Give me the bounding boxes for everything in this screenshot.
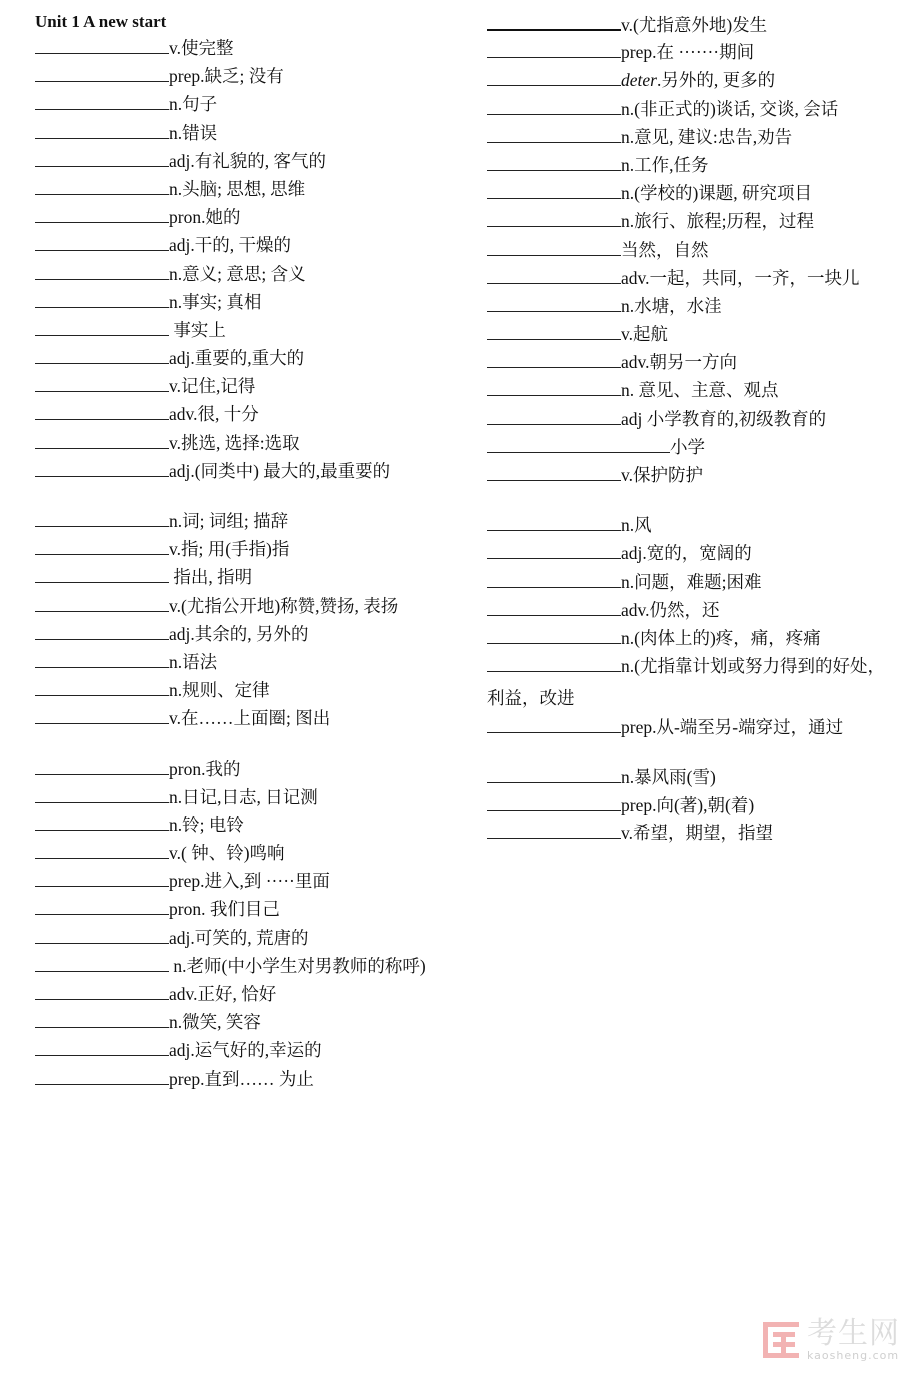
definition-text: n.工作,任务 (621, 154, 709, 175)
definition-text: adv.一起，共同，一齐，一块儿 (621, 267, 860, 288)
definition-text: prep.缺乏; 没有 (169, 66, 284, 87)
definition-text: adj.运气好的,幸运的 (169, 1040, 322, 1061)
vocab-row (487, 320, 917, 348)
vocab-row (35, 507, 475, 535)
vocab-row (487, 376, 917, 404)
vocab-row (35, 1008, 475, 1036)
answer-blank[interactable] (487, 376, 621, 396)
answer-blank[interactable] (487, 292, 621, 312)
definition-text: adj.干的, 干燥的 (169, 235, 292, 256)
answer-blank[interactable] (487, 405, 621, 425)
answer-blank[interactable] (35, 535, 169, 555)
vocab-row (487, 596, 917, 624)
vocab-row (35, 203, 475, 231)
definition-text: n.句子 (169, 94, 218, 115)
watermark-logo (761, 1318, 900, 1362)
answer-blank[interactable] (35, 175, 169, 195)
vocab-row (35, 260, 475, 288)
vocab-row (35, 755, 475, 783)
left-group-3 (35, 755, 475, 1093)
answer-blank[interactable] (35, 924, 169, 944)
spacer (487, 489, 917, 511)
vocab-row (35, 1065, 475, 1093)
definition-text: prep.在 ·······期间 (621, 42, 755, 63)
vocab-row (35, 895, 475, 923)
answer-blank[interactable] (487, 539, 621, 559)
part-of-speech-label: deter (621, 70, 657, 91)
answer-blank[interactable] (35, 372, 169, 392)
answer-blank[interactable] (35, 592, 169, 612)
vocab-row (35, 839, 475, 867)
right-group-3 (487, 763, 917, 848)
vocab-row (487, 207, 917, 235)
definition-text: v.希望，期望，指望 (621, 823, 773, 844)
definition-text: 指出, 指明 (169, 567, 253, 588)
answer-blank[interactable] (487, 10, 621, 31)
definition-text: 当然，自然 (621, 239, 709, 260)
vocab-row (35, 952, 475, 980)
answer-blank[interactable] (35, 867, 169, 887)
answer-blank[interactable] (487, 713, 621, 733)
definition-text: pron.她的 (169, 207, 241, 228)
vocab-row (487, 819, 917, 847)
answer-blank[interactable] (35, 457, 169, 477)
vocab-row (487, 624, 917, 652)
logo-mark-icon (761, 1320, 801, 1360)
vocab-row (487, 236, 917, 264)
answer-blank[interactable] (487, 207, 621, 227)
vocab-row (487, 511, 917, 539)
vocab-row (35, 704, 475, 732)
vocab-row (35, 563, 475, 591)
right-column (487, 10, 917, 847)
answer-blank[interactable] (35, 755, 169, 775)
vocab-row (35, 400, 475, 428)
answer-blank[interactable] (35, 147, 169, 167)
answer-blank[interactable] (35, 980, 169, 1000)
vocab-row (487, 264, 917, 292)
definition-text: n.风 (621, 515, 652, 536)
definition-text: n.词; 词组; 描辞 (169, 511, 289, 531)
definition-text: n.日记,日志, 日记测 (169, 786, 318, 807)
definition-text: .另外的, 更多的 (656, 70, 776, 91)
vocab-row (35, 924, 475, 952)
definition-text: adj.(同类中) 最大的,最重要的 (169, 460, 391, 481)
answer-blank[interactable] (487, 264, 621, 284)
definition-text: n.(尤指靠计划或努力得到的好处， (621, 656, 885, 677)
vocab-row (487, 791, 917, 819)
answer-blank[interactable] (35, 288, 169, 308)
vocab-row (487, 38, 917, 66)
definition-text: v.挑选, 选择:选取 (169, 432, 300, 453)
answer-blank[interactable] (487, 38, 621, 58)
vocab-row (35, 316, 475, 344)
definition-text: n.问题，难题;困难 (621, 571, 762, 592)
definition-text: prep.向(著),朝(着) (621, 794, 755, 815)
vocab-row (35, 980, 475, 1008)
answer-blank[interactable] (487, 511, 621, 531)
vocab-row (35, 372, 475, 400)
answer-blank[interactable] (35, 429, 169, 449)
answer-blank[interactable] (35, 231, 169, 251)
answer-blank[interactable] (487, 652, 621, 672)
answer-blank[interactable] (487, 461, 621, 481)
definition-text: adj.其余的, 另外的 (169, 623, 309, 644)
answer-blank[interactable] (487, 763, 621, 783)
definition-text: n.老师(中小学生对男教师的称呼) (169, 955, 426, 976)
vocab-row (35, 429, 475, 457)
definition-text: n.(肉体上的)疼，痛，疼痛 (621, 627, 821, 648)
page-title: Unit 1 A new start (35, 12, 167, 31)
vocab-row (487, 95, 917, 123)
definition-text: n.水塘，水洼 (621, 295, 722, 316)
definition-text: n.(学校的)课题, 研究项目 (621, 183, 813, 204)
definition-text: n. 意见、主意、观点 (621, 380, 779, 401)
vocab-row (35, 90, 475, 118)
left-group-1 (35, 34, 475, 485)
right-group-2b (487, 713, 917, 741)
definition-text: n.暴风雨(雪) (621, 766, 716, 787)
definition-text: adv.很, 十分 (169, 404, 259, 425)
answer-blank[interactable] (487, 66, 621, 86)
definition-text: n.铃; 电铃 (169, 814, 244, 835)
vocab-row (487, 179, 917, 207)
vocab-row (35, 344, 475, 372)
vocab-row (35, 592, 475, 620)
definition-text: n.错误 (169, 122, 218, 143)
vocab-row (35, 62, 475, 90)
definition-text: adj 小学教育的,初级教育的 (621, 408, 827, 429)
logo-subtext: kaosheng.com (807, 1349, 900, 1362)
definition-text: adj.重要的,重大的 (169, 348, 305, 369)
answer-blank[interactable] (35, 952, 169, 972)
definition-text: v.(尤指公开地)称赞,赞扬, 表扬 (169, 595, 399, 616)
definition-text: adj.宽的，宽阔的 (621, 543, 752, 564)
answer-blank[interactable] (35, 400, 169, 420)
definition-text: n.头脑; 思想, 思维 (169, 178, 306, 199)
vocab-row (487, 461, 917, 489)
answer-blank[interactable] (35, 895, 169, 915)
definition-text: n.意见, 建议:忠告,劝告 (621, 126, 793, 147)
vocab-row (487, 405, 917, 433)
definition-text: adj.可笑的, 荒唐的 (169, 927, 309, 948)
definition-text: prep.进入,到 ·····里面 (169, 871, 330, 892)
answer-blank[interactable] (35, 260, 169, 280)
definition-text: n.语法 (169, 651, 218, 672)
answer-blank[interactable] (35, 203, 169, 223)
definition-text: 事实上 (169, 319, 226, 340)
answer-blank[interactable] (35, 648, 169, 668)
answer-blank[interactable] (35, 34, 169, 54)
definition-text: v.(尤指意外地)发生 (621, 15, 768, 35)
definition-text: n.(非正式的)谈话, 交谈, 会话 (621, 98, 839, 119)
vocab-row (487, 652, 917, 680)
answer-blank[interactable] (35, 1036, 169, 1056)
vocab-row (487, 348, 917, 376)
answer-blank[interactable] (35, 811, 169, 831)
spacer (35, 733, 475, 755)
vocab-row (487, 123, 917, 151)
answer-blank[interactable] (35, 90, 169, 110)
definition-text: prep.直到…… 为止 (169, 1068, 314, 1089)
vocab-row (35, 231, 475, 259)
vocab-row (487, 568, 917, 596)
answer-blank[interactable] (35, 620, 169, 640)
definition-text: n.意义; 意思; 含义 (169, 263, 306, 284)
answer-blank[interactable] (35, 1008, 169, 1028)
right-group-2 (487, 511, 917, 680)
answer-blank[interactable] (487, 348, 621, 368)
definition-text: adv.朝另一方向 (621, 352, 738, 373)
answer-blank[interactable] (35, 507, 169, 527)
answer-blank[interactable] (487, 179, 621, 199)
answer-blank[interactable] (487, 568, 621, 588)
left-column (35, 10, 475, 1093)
vocab-row (35, 1036, 475, 1064)
vocab-row (35, 620, 475, 648)
definition-text: v.记住,记得 (169, 376, 256, 397)
definition-text: 小学 (670, 436, 705, 457)
definition-text: adv.正好, 恰好 (169, 984, 277, 1004)
vocab-row (35, 34, 475, 62)
answer-blank[interactable] (35, 119, 169, 139)
definition-text: n.微笑, 笑容 (169, 1012, 261, 1033)
vocab-row (35, 783, 475, 811)
vocab-row (487, 763, 917, 791)
vocab-row (35, 811, 475, 839)
definition-text: v.指; 用(手指)指 (169, 539, 290, 560)
definition-text: adv.仍然，还 (621, 599, 720, 620)
vocab-row (487, 433, 917, 461)
vocab-row (35, 676, 475, 704)
vocab-row (35, 457, 475, 485)
answer-blank[interactable] (35, 344, 169, 364)
answer-blank[interactable] (35, 316, 169, 336)
answer-blank[interactable] (35, 704, 169, 724)
vocab-row (35, 147, 475, 175)
definition-text: v.使完整 (169, 38, 234, 58)
definition-text: v.( 钟、铃)鸣响 (169, 843, 285, 864)
definition-text: v.保护防护 (621, 465, 703, 485)
left-group-2 (35, 507, 475, 733)
spacer (35, 485, 475, 507)
vocab-row (487, 713, 917, 741)
definition-text: n.规则、定律 (169, 680, 270, 701)
vocab-row (35, 288, 475, 316)
answer-blank[interactable] (35, 783, 169, 803)
vocab-row (487, 292, 917, 320)
vocab-row (35, 535, 475, 563)
definition-text: prep.从-端至另-端穿过，通过 (621, 716, 844, 737)
answer-blank[interactable] (487, 596, 621, 616)
vocab-row (487, 66, 917, 94)
answer-blank[interactable] (35, 62, 169, 82)
vocab-row (35, 867, 475, 895)
definition-text: pron. 我们目己 (169, 899, 280, 920)
answer-blank[interactable] (35, 839, 169, 859)
answer-blank[interactable] (487, 433, 670, 453)
answer-blank[interactable] (487, 95, 621, 115)
definition-text: v.起航 (621, 324, 668, 345)
definition-text: v.在……上面圈; 图出 (169, 708, 331, 729)
vocab-row (35, 648, 475, 676)
right-group-1 (487, 10, 917, 489)
answer-blank[interactable] (487, 151, 621, 171)
definition-text: pron.我的 (169, 758, 241, 779)
answer-blank[interactable] (487, 819, 621, 839)
answer-blank[interactable] (35, 1065, 169, 1085)
answer-blank[interactable] (35, 676, 169, 696)
definition-text: n.旅行、旅程;历程，过程 (621, 211, 814, 232)
answer-blank[interactable] (35, 563, 169, 583)
logo-text: 考生网 (807, 1316, 900, 1351)
vocab-row (35, 119, 475, 147)
vocab-row (487, 539, 917, 567)
vocab-row (35, 175, 475, 203)
wrapped-definition-continuation: 利益，改进 (487, 688, 575, 709)
definition-text: n.事实; 真相 (169, 291, 262, 312)
vocab-row (487, 151, 917, 179)
answer-blank[interactable] (487, 236, 621, 256)
vocab-row (487, 10, 917, 38)
definition-text: adj.有礼貌的, 客气的 (169, 150, 327, 171)
answer-blank[interactable] (487, 791, 621, 811)
answer-blank[interactable] (487, 320, 621, 340)
answer-blank[interactable] (487, 624, 621, 644)
answer-blank[interactable] (487, 123, 621, 143)
spacer (487, 741, 917, 763)
